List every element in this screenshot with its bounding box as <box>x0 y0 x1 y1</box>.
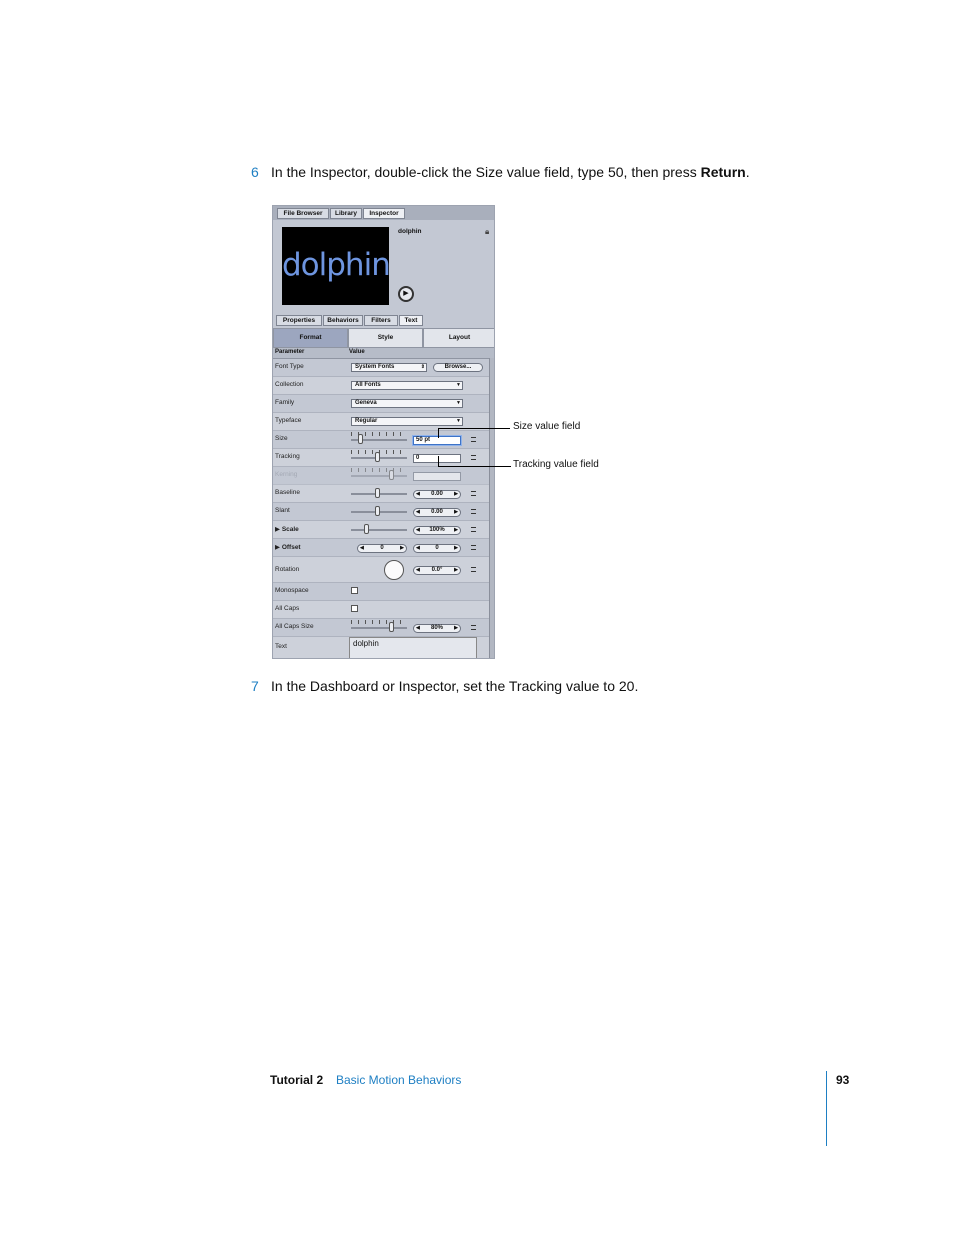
column-header <box>273 348 494 359</box>
step-end: . <box>745 164 750 180</box>
rotation-label: Rotation <box>275 566 300 573</box>
inspector-screenshot <box>272 205 495 659</box>
slider-knob <box>389 470 394 480</box>
offset-x-value: 0 <box>380 545 384 551</box>
chevron-down-icon: ▼ <box>456 382 461 388</box>
slant-value: 0.00 <box>431 509 443 515</box>
rotation-dial[interactable] <box>384 560 404 580</box>
kerning-label: Kerning <box>275 471 298 478</box>
size-callout: Size value field <box>513 421 581 432</box>
row-font-type <box>273 359 489 377</box>
segment-format[interactable]: Format <box>273 328 348 348</box>
scale-label <box>275 525 299 533</box>
row-size <box>273 431 489 449</box>
row-all-caps-size <box>273 619 489 637</box>
all-caps-size-value: 80% <box>430 625 443 631</box>
updown-arrow-icon: ⇕ <box>420 364 425 370</box>
value-header: Value <box>349 349 365 355</box>
right-arrow-icon[interactable]: ▶ <box>454 491 458 497</box>
right-arrow-icon[interactable]: ▶ <box>454 545 458 551</box>
tracking-slider[interactable] <box>351 457 407 459</box>
left-arrow-icon[interactable]: ◀ <box>360 545 364 551</box>
text-field[interactable]: dolphin <box>349 637 477 659</box>
font-type-label: Font Type <box>275 363 304 370</box>
baseline-value: 0.00 <box>431 491 443 497</box>
scrollbar[interactable] <box>489 358 495 659</box>
tab-filters[interactable]: Filters <box>364 315 398 326</box>
play-icon[interactable]: ▶ <box>398 286 414 302</box>
tracking-callout: Tracking value field <box>513 459 599 470</box>
reset-icon[interactable] <box>471 567 476 572</box>
font-type-value: System Fonts <box>355 364 395 370</box>
rotation-value: 0.0° <box>431 567 443 573</box>
tab-properties[interactable]: Properties <box>276 315 322 326</box>
text-preview <box>282 227 389 305</box>
reset-icon[interactable] <box>471 545 476 550</box>
disclosure-triangle-icon[interactable]: ▶ <box>275 526 280 533</box>
baseline-slider[interactable] <box>351 493 407 495</box>
slant-stepper[interactable] <box>413 508 461 517</box>
kerning-slider <box>351 475 407 477</box>
baseline-label: Baseline <box>275 489 300 496</box>
page-number: 93 <box>836 1073 850 1087</box>
tracking-value-field[interactable]: 0 <box>413 454 461 463</box>
return-key-label: Return <box>700 164 746 180</box>
object-name: dolphin <box>398 228 422 235</box>
tracking-callout-tick <box>438 456 439 466</box>
browse-button[interactable]: Browse... <box>433 363 483 372</box>
step-number: 6 <box>251 164 259 180</box>
tab-behaviors[interactable]: Behaviors <box>323 315 363 326</box>
chevron-down-icon: ▼ <box>456 418 461 424</box>
right-arrow-icon[interactable]: ▶ <box>454 527 458 533</box>
typeface-value: Regular <box>355 418 378 424</box>
reset-icon[interactable] <box>471 527 476 532</box>
slider-knob[interactable] <box>389 622 394 632</box>
left-arrow-icon[interactable]: ◀ <box>416 509 420 515</box>
typeface-label: Typeface <box>275 417 302 424</box>
all-caps-size-ticks <box>351 620 407 624</box>
row-offset <box>273 539 489 557</box>
slider-knob[interactable] <box>375 452 380 462</box>
format-style-layout-control <box>273 328 494 348</box>
all-caps-label: All Caps <box>275 605 300 612</box>
tab-inspector[interactable]: Inspector <box>363 208 405 219</box>
text-label: Text <box>275 643 287 650</box>
row-rotation <box>273 557 489 583</box>
scale-slider[interactable] <box>351 529 407 531</box>
left-arrow-icon[interactable]: ◀ <box>416 567 420 573</box>
collection-value: All Fonts <box>355 382 381 388</box>
reset-icon[interactable] <box>471 509 476 514</box>
tracking-label: Tracking <box>275 453 300 460</box>
right-arrow-icon[interactable]: ▶ <box>454 567 458 573</box>
tab-text[interactable]: Text <box>399 315 423 326</box>
footer-tutorial: Tutorial 2 <box>270 1073 324 1087</box>
font-type-popup[interactable] <box>351 363 427 372</box>
row-monospace <box>273 583 489 601</box>
row-all-caps <box>273 601 489 619</box>
row-kerning <box>273 467 489 485</box>
size-label: Size <box>275 435 288 442</box>
slider-knob[interactable] <box>375 488 380 498</box>
slant-label: Slant <box>275 507 290 514</box>
step-6 <box>251 164 750 180</box>
slant-slider[interactable] <box>351 511 407 513</box>
family-value: Geneva <box>355 400 377 406</box>
left-arrow-icon[interactable]: ◀ <box>416 625 420 631</box>
parameter-header: Parameter <box>275 349 305 355</box>
offset-y-stepper[interactable] <box>413 544 461 553</box>
segment-style[interactable]: Style <box>348 328 423 348</box>
family-label: Family <box>275 399 295 406</box>
footer-chapter: Basic Motion Behaviors <box>336 1073 462 1087</box>
right-arrow-icon[interactable]: ▶ <box>454 625 458 631</box>
size-slider[interactable] <box>351 439 407 441</box>
all-caps-checkbox[interactable] <box>351 605 358 612</box>
scale-value: 100% <box>429 527 445 533</box>
rotation-stepper[interactable] <box>413 566 461 575</box>
collection-popup[interactable] <box>351 381 463 390</box>
row-collection <box>273 377 489 395</box>
size-callout-line <box>438 428 510 429</box>
kerning-value-field <box>413 472 461 481</box>
left-arrow-icon[interactable]: ◀ <box>416 545 420 551</box>
offset-label-text: Offset <box>281 544 301 551</box>
monospace-checkbox[interactable] <box>351 587 358 594</box>
scale-stepper[interactable] <box>413 526 461 535</box>
size-callout-tick <box>438 428 439 438</box>
step-text: In the Inspector, double-click the Size value field, type 50, then press <box>271 164 701 180</box>
chevron-down-icon: ▼ <box>456 400 461 406</box>
all-caps-size-stepper[interactable] <box>413 624 461 633</box>
family-popup[interactable] <box>351 399 463 408</box>
right-arrow-icon[interactable]: ▶ <box>400 545 404 551</box>
left-arrow-icon[interactable]: ◀ <box>416 491 420 497</box>
offset-x-stepper[interactable] <box>357 544 407 553</box>
reset-icon[interactable] <box>471 455 476 460</box>
tab-file-browser[interactable]: File Browser <box>277 208 329 219</box>
top-tab-bar <box>273 206 494 220</box>
monospace-label: Monospace <box>275 587 309 594</box>
row-slant <box>273 503 489 521</box>
row-baseline <box>273 485 489 503</box>
all-caps-size-slider[interactable] <box>351 627 407 629</box>
step-number: 7 <box>251 678 259 694</box>
tab-library[interactable]: Library <box>330 208 362 219</box>
lock-icon[interactable]: 🔒︎ <box>485 227 490 236</box>
row-scale <box>273 521 489 539</box>
kerning-ticks <box>351 468 407 472</box>
baseline-stepper[interactable] <box>413 490 461 499</box>
row-family <box>273 395 489 413</box>
right-arrow-icon[interactable]: ▶ <box>454 509 458 515</box>
size-value-field[interactable]: 50 pt <box>413 436 461 445</box>
slider-knob[interactable] <box>375 506 380 516</box>
segment-layout[interactable]: Layout <box>423 328 495 348</box>
tracking-callout-line <box>438 466 511 467</box>
offset-y-value: 0 <box>435 545 439 551</box>
typeface-popup[interactable] <box>351 417 463 426</box>
left-arrow-icon[interactable]: ◀ <box>416 527 420 533</box>
reset-icon[interactable] <box>471 491 476 496</box>
scale-label-text: Scale <box>281 526 299 533</box>
all-caps-size-label: All Caps Size <box>275 623 314 630</box>
offset-label <box>275 543 301 551</box>
reset-icon[interactable] <box>471 437 476 442</box>
collection-label: Collection <box>275 381 304 388</box>
disclosure-triangle-icon[interactable]: ▶ <box>275 544 280 551</box>
slider-knob[interactable] <box>364 524 369 534</box>
step-text: In the Dashboard or Inspector, set the Tracking value to 20. <box>271 678 639 694</box>
slider-knob[interactable] <box>358 434 363 444</box>
reset-icon[interactable] <box>471 625 476 630</box>
preview-text: dolphin <box>282 247 390 283</box>
step-7 <box>251 678 638 694</box>
sub-tab-bar <box>273 313 494 327</box>
row-tracking <box>273 449 489 467</box>
footer-divider <box>826 1071 827 1146</box>
